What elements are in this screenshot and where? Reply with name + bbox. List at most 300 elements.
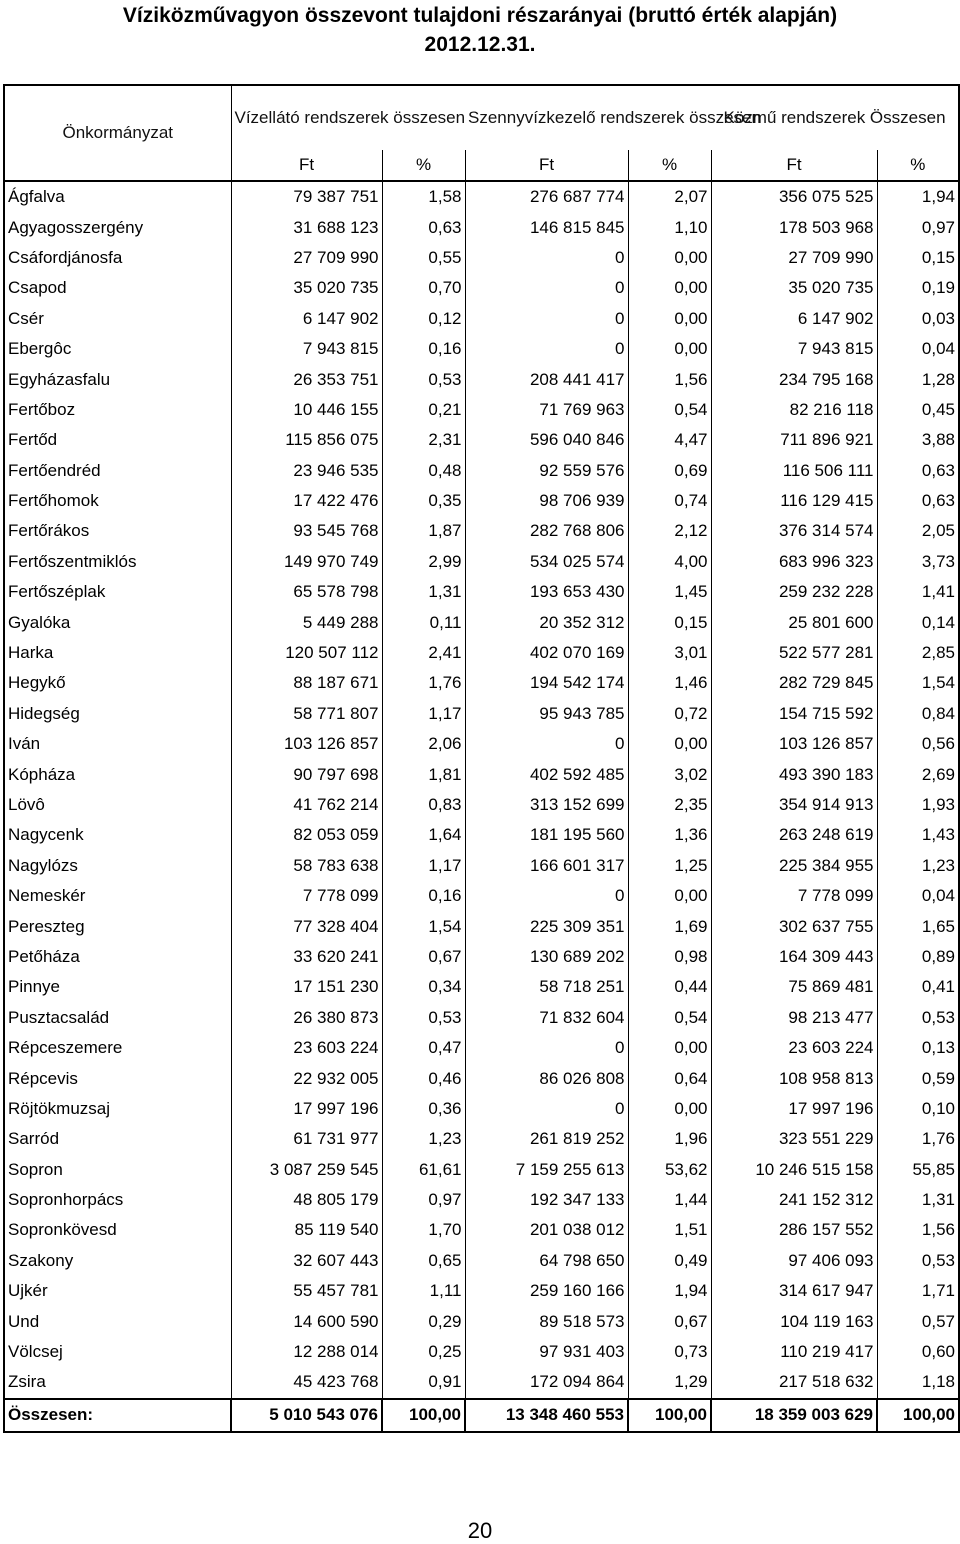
cell-municipality: Csér — [4, 304, 231, 334]
cell-sewage-pct: 0,74 — [628, 486, 711, 516]
cell-municipality: Pereszteg — [4, 911, 231, 941]
cell-utility-pct: 0,03 — [877, 304, 959, 334]
cell-utility-pct: 1,94 — [877, 181, 959, 212]
cell-sewage-ft: 276 687 774 — [465, 181, 628, 212]
cell-municipality: Pusztacsalád — [4, 1003, 231, 1033]
cell-utility-ft: 98 213 477 — [711, 1003, 877, 1033]
table-row — [4, 668, 959, 698]
cell-water-ft: 14 600 590 — [231, 1306, 382, 1336]
cell-sewage-pct: 0,54 — [628, 1003, 711, 1033]
header-water-systems: Vízellátó rendszerek összesen — [231, 85, 465, 150]
cell-sewage-ft: 172 094 864 — [465, 1367, 628, 1398]
cell-municipality: Fertőhomok — [4, 486, 231, 516]
table-row — [4, 638, 959, 668]
cell-sewage-ft: 194 542 174 — [465, 668, 628, 698]
cell-utility-ft: 314 617 947 — [711, 1276, 877, 1306]
cell-water-ft: 88 187 671 — [231, 668, 382, 698]
cell-utility-ft: 286 157 552 — [711, 1215, 877, 1245]
cell-utility-ft: 164 309 443 — [711, 942, 877, 972]
table-row — [4, 1033, 959, 1063]
cell-utility-ft: 302 637 755 — [711, 911, 877, 941]
cell-utility-pct: 0,14 — [877, 607, 959, 637]
table-row — [4, 212, 959, 242]
table-row — [4, 759, 959, 789]
cell-utility-pct: 0,04 — [877, 881, 959, 911]
cell-sewage-ft: 193 653 430 — [465, 577, 628, 607]
cell-water-ft: 41 762 214 — [231, 790, 382, 820]
cell-utility-pct: 2,69 — [877, 759, 959, 789]
cell-sewage-pct: 0,00 — [628, 1033, 711, 1063]
cell-utility-pct: 1,18 — [877, 1367, 959, 1398]
cell-water-ft: 23 603 224 — [231, 1033, 382, 1063]
cell-water-pct: 0,25 — [382, 1337, 465, 1367]
total-water-ft: 5 010 543 076 — [231, 1399, 382, 1432]
cell-sewage-ft: 282 768 806 — [465, 516, 628, 546]
cell-water-pct: 1,17 — [382, 699, 465, 729]
cell-municipality: Egyházasfalu — [4, 364, 231, 394]
cell-sewage-pct: 2,35 — [628, 790, 711, 820]
header-water-pct: % — [382, 150, 465, 181]
cell-water-ft: 10 446 155 — [231, 395, 382, 425]
cell-utility-pct: 1,41 — [877, 577, 959, 607]
cell-sewage-pct: 0,69 — [628, 456, 711, 486]
cell-water-pct: 0,16 — [382, 881, 465, 911]
table-row — [4, 486, 959, 516]
cell-municipality: Ágfalva — [4, 181, 231, 212]
cell-utility-pct: 0,19 — [877, 273, 959, 303]
cell-utility-pct: 0,53 — [877, 1003, 959, 1033]
cell-utility-pct: 1,65 — [877, 911, 959, 941]
cell-sewage-ft: 596 040 846 — [465, 425, 628, 455]
cell-sewage-ft: 181 195 560 — [465, 820, 628, 850]
cell-water-ft: 17 151 230 — [231, 972, 382, 1002]
cell-sewage-pct: 4,00 — [628, 547, 711, 577]
cell-water-pct: 1,23 — [382, 1124, 465, 1154]
cell-utility-ft: 522 577 281 — [711, 638, 877, 668]
table-row — [4, 699, 959, 729]
cell-utility-ft: 17 997 196 — [711, 1094, 877, 1124]
cell-utility-ft: 104 119 163 — [711, 1306, 877, 1336]
cell-utility-ft: 7 943 815 — [711, 334, 877, 364]
table-row — [4, 942, 959, 972]
cell-utility-pct: 0,53 — [877, 1246, 959, 1276]
cell-municipality: Röjtökmuzsaj — [4, 1094, 231, 1124]
cell-municipality: Sopron — [4, 1155, 231, 1185]
cell-sewage-ft: 0 — [465, 881, 628, 911]
cell-utility-pct: 2,05 — [877, 516, 959, 546]
cell-utility-ft: 282 729 845 — [711, 668, 877, 698]
cell-water-pct: 2,31 — [382, 425, 465, 455]
cell-water-ft: 22 932 005 — [231, 1063, 382, 1093]
cell-utility-ft: 110 219 417 — [711, 1337, 877, 1367]
cell-water-pct: 0,47 — [382, 1033, 465, 1063]
cell-utility-pct: 0,41 — [877, 972, 959, 1002]
cell-municipality: Kópháza — [4, 759, 231, 789]
cell-sewage-ft: 95 943 785 — [465, 699, 628, 729]
cell-sewage-ft: 0 — [465, 243, 628, 273]
cell-water-pct: 1,64 — [382, 820, 465, 850]
cell-water-ft: 48 805 179 — [231, 1185, 382, 1215]
table-row — [4, 577, 959, 607]
cell-utility-pct: 1,76 — [877, 1124, 959, 1154]
cell-sewage-ft: 225 309 351 — [465, 911, 628, 941]
cell-sewage-pct: 1,96 — [628, 1124, 711, 1154]
cell-municipality: Hidegség — [4, 699, 231, 729]
cell-sewage-pct: 0,00 — [628, 304, 711, 334]
cell-municipality: Iván — [4, 729, 231, 759]
cell-utility-pct: 0,89 — [877, 942, 959, 972]
cell-water-pct: 0,91 — [382, 1367, 465, 1398]
cell-municipality: Nemeskér — [4, 881, 231, 911]
cell-utility-pct: 0,13 — [877, 1033, 959, 1063]
cell-water-pct: 0,46 — [382, 1063, 465, 1093]
cell-sewage-pct: 1,51 — [628, 1215, 711, 1245]
cell-sewage-pct: 1,69 — [628, 911, 711, 941]
header-utility-ft: Ft — [711, 150, 877, 181]
table-row — [4, 1246, 959, 1276]
cell-sewage-pct: 1,29 — [628, 1367, 711, 1398]
cell-sewage-pct: 3,02 — [628, 759, 711, 789]
cell-water-pct: 0,97 — [382, 1185, 465, 1215]
header-municipality: Önkormányzat — [4, 85, 231, 181]
cell-utility-pct: 0,59 — [877, 1063, 959, 1093]
cell-utility-pct: 1,71 — [877, 1276, 959, 1306]
cell-sewage-pct: 0,54 — [628, 395, 711, 425]
page-number: 20 — [467, 1518, 493, 1543]
cell-water-ft: 27 709 990 — [231, 243, 382, 273]
cell-utility-ft: 7 778 099 — [711, 881, 877, 911]
cell-water-ft: 17 422 476 — [231, 486, 382, 516]
cell-utility-pct: 1,23 — [877, 851, 959, 881]
cell-water-pct: 1,87 — [382, 516, 465, 546]
table-row — [4, 881, 959, 911]
cell-water-ft: 149 970 749 — [231, 547, 382, 577]
cell-water-pct: 1,11 — [382, 1276, 465, 1306]
cell-municipality: Völcsej — [4, 1337, 231, 1367]
cell-water-pct: 1,54 — [382, 911, 465, 941]
cell-municipality: Csapod — [4, 273, 231, 303]
cell-municipality: Und — [4, 1306, 231, 1336]
total-utility-pct: 100,00 — [877, 1399, 959, 1432]
cell-water-pct: 61,61 — [382, 1155, 465, 1185]
header-sewage-ft: Ft — [465, 150, 628, 181]
cell-utility-pct: 0,84 — [877, 699, 959, 729]
cell-utility-pct: 1,43 — [877, 820, 959, 850]
cell-sewage-ft: 534 025 574 — [465, 547, 628, 577]
cell-sewage-pct: 0,00 — [628, 273, 711, 303]
cell-sewage-ft: 64 798 650 — [465, 1246, 628, 1276]
cell-utility-pct: 1,54 — [877, 668, 959, 698]
cell-sewage-ft: 0 — [465, 334, 628, 364]
ownership-table — [3, 84, 960, 1433]
cell-water-ft: 7 778 099 — [231, 881, 382, 911]
cell-water-pct: 0,63 — [382, 212, 465, 242]
cell-utility-ft: 154 715 592 — [711, 699, 877, 729]
table-row — [4, 1276, 959, 1306]
cell-water-pct: 0,65 — [382, 1246, 465, 1276]
cell-sewage-ft: 402 070 169 — [465, 638, 628, 668]
cell-utility-pct: 0,63 — [877, 486, 959, 516]
cell-utility-ft: 225 384 955 — [711, 851, 877, 881]
cell-sewage-pct: 1,46 — [628, 668, 711, 698]
cell-sewage-pct: 0,73 — [628, 1337, 711, 1367]
cell-municipality: Ebergôc — [4, 334, 231, 364]
cell-sewage-ft: 208 441 417 — [465, 364, 628, 394]
cell-utility-pct: 1,28 — [877, 364, 959, 394]
cell-sewage-ft: 20 352 312 — [465, 607, 628, 637]
cell-sewage-ft: 71 832 604 — [465, 1003, 628, 1033]
cell-sewage-ft: 201 038 012 — [465, 1215, 628, 1245]
cell-water-ft: 32 607 443 — [231, 1246, 382, 1276]
cell-sewage-pct: 3,01 — [628, 638, 711, 668]
cell-utility-ft: 711 896 921 — [711, 425, 877, 455]
cell-utility-ft: 354 914 913 — [711, 790, 877, 820]
cell-sewage-ft: 130 689 202 — [465, 942, 628, 972]
cell-sewage-ft: 261 819 252 — [465, 1124, 628, 1154]
cell-utility-ft: 6 147 902 — [711, 304, 877, 334]
cell-water-ft: 120 507 112 — [231, 638, 382, 668]
total-water-pct: 100,00 — [382, 1399, 465, 1432]
cell-utility-pct: 0,04 — [877, 334, 959, 364]
cell-sewage-ft: 259 160 166 — [465, 1276, 628, 1306]
table-row — [4, 820, 959, 850]
cell-municipality: Fertőszentmiklós — [4, 547, 231, 577]
cell-utility-pct: 2,85 — [877, 638, 959, 668]
cell-water-ft: 6 147 902 — [231, 304, 382, 334]
cell-water-ft: 12 288 014 — [231, 1337, 382, 1367]
cell-water-pct: 0,70 — [382, 273, 465, 303]
cell-water-pct: 1,17 — [382, 851, 465, 881]
cell-municipality: Harka — [4, 638, 231, 668]
cell-utility-ft: 103 126 857 — [711, 729, 877, 759]
cell-sewage-ft: 313 152 699 — [465, 790, 628, 820]
cell-utility-ft: 108 958 813 — [711, 1063, 877, 1093]
cell-municipality: Répceszemere — [4, 1033, 231, 1063]
cell-water-ft: 65 578 798 — [231, 577, 382, 607]
cell-utility-ft: 35 020 735 — [711, 273, 877, 303]
cell-water-ft: 55 457 781 — [231, 1276, 382, 1306]
cell-municipality: Pinnye — [4, 972, 231, 1002]
header-sewage-pct: % — [628, 150, 711, 181]
cell-water-ft: 93 545 768 — [231, 516, 382, 546]
cell-water-pct: 0,12 — [382, 304, 465, 334]
cell-sewage-ft: 7 159 255 613 — [465, 1155, 628, 1185]
table-row — [4, 181, 959, 212]
header-utility-systems: Közmű rendszerek Összesen — [711, 85, 959, 150]
cell-water-ft: 77 328 404 — [231, 911, 382, 941]
cell-sewage-pct: 0,00 — [628, 1094, 711, 1124]
cell-water-pct: 0,67 — [382, 942, 465, 972]
cell-municipality: Fertőszéplak — [4, 577, 231, 607]
cell-sewage-pct: 2,12 — [628, 516, 711, 546]
cell-municipality: Hegykő — [4, 668, 231, 698]
cell-utility-ft: 217 518 632 — [711, 1367, 877, 1398]
cell-utility-ft: 82 216 118 — [711, 395, 877, 425]
cell-sewage-ft: 0 — [465, 1094, 628, 1124]
cell-sewage-ft: 146 815 845 — [465, 212, 628, 242]
cell-utility-ft: 259 232 228 — [711, 577, 877, 607]
cell-utility-ft: 116 506 111 — [711, 456, 877, 486]
cell-water-ft: 79 387 751 — [231, 181, 382, 212]
cell-sewage-pct: 0,00 — [628, 243, 711, 273]
cell-water-pct: 0,34 — [382, 972, 465, 1002]
cell-water-ft: 5 449 288 — [231, 607, 382, 637]
cell-sewage-ft: 58 718 251 — [465, 972, 628, 1002]
cell-sewage-pct: 2,07 — [628, 181, 711, 212]
cell-water-pct: 0,53 — [382, 1003, 465, 1033]
cell-municipality: Fertőendréd — [4, 456, 231, 486]
cell-utility-ft: 263 248 619 — [711, 820, 877, 850]
cell-sewage-ft: 0 — [465, 273, 628, 303]
cell-municipality: Gyalóka — [4, 607, 231, 637]
cell-sewage-pct: 1,56 — [628, 364, 711, 394]
cell-water-pct: 1,58 — [382, 181, 465, 212]
cell-sewage-pct: 1,25 — [628, 851, 711, 881]
total-municipality: Összesen: — [4, 1399, 231, 1432]
cell-municipality: Sopronkövesd — [4, 1215, 231, 1245]
cell-water-ft: 26 353 751 — [231, 364, 382, 394]
cell-municipality: Fertőd — [4, 425, 231, 455]
table-row — [4, 790, 959, 820]
table-row — [4, 425, 959, 455]
cell-sewage-ft: 0 — [465, 729, 628, 759]
cell-sewage-ft: 402 592 485 — [465, 759, 628, 789]
cell-utility-ft: 178 503 968 — [711, 212, 877, 242]
cell-utility-ft: 97 406 093 — [711, 1246, 877, 1276]
cell-municipality: Zsira — [4, 1367, 231, 1398]
cell-municipality: Répcevis — [4, 1063, 231, 1093]
table-row — [4, 304, 959, 334]
cell-sewage-pct: 0,44 — [628, 972, 711, 1002]
table-row — [4, 516, 959, 546]
cell-water-ft: 115 856 075 — [231, 425, 382, 455]
cell-municipality: Lövô — [4, 790, 231, 820]
cell-water-pct: 1,76 — [382, 668, 465, 698]
cell-sewage-pct: 53,62 — [628, 1155, 711, 1185]
cell-utility-pct: 0,56 — [877, 729, 959, 759]
table-row — [4, 1124, 959, 1154]
table-row — [4, 851, 959, 881]
total-sewage-ft: 13 348 460 553 — [465, 1399, 628, 1432]
cell-sewage-ft: 86 026 808 — [465, 1063, 628, 1093]
cell-utility-ft: 356 075 525 — [711, 181, 877, 212]
header-water-ft: Ft — [231, 150, 382, 181]
cell-sewage-pct: 0,64 — [628, 1063, 711, 1093]
cell-water-pct: 1,81 — [382, 759, 465, 789]
cell-water-ft: 85 119 540 — [231, 1215, 382, 1245]
cell-sewage-ft: 97 931 403 — [465, 1337, 628, 1367]
cell-utility-ft: 683 996 323 — [711, 547, 877, 577]
table-row — [4, 456, 959, 486]
cell-sewage-ft: 0 — [465, 304, 628, 334]
cell-sewage-pct: 0,72 — [628, 699, 711, 729]
cell-water-ft: 90 797 698 — [231, 759, 382, 789]
header-utility-pct: % — [877, 150, 959, 181]
cell-sewage-pct: 0,00 — [628, 334, 711, 364]
cell-utility-pct: 55,85 — [877, 1155, 959, 1185]
cell-municipality: Nagylózs — [4, 851, 231, 881]
cell-water-ft: 31 688 123 — [231, 212, 382, 242]
table-row — [4, 547, 959, 577]
cell-utility-pct: 0,10 — [877, 1094, 959, 1124]
cell-utility-pct: 1,93 — [877, 790, 959, 820]
cell-municipality: Agyagosszergény — [4, 212, 231, 242]
cell-utility-ft: 376 314 574 — [711, 516, 877, 546]
cell-sewage-ft: 192 347 133 — [465, 1185, 628, 1215]
cell-utility-pct: 3,73 — [877, 547, 959, 577]
cell-water-ft: 26 380 873 — [231, 1003, 382, 1033]
cell-water-ft: 61 731 977 — [231, 1124, 382, 1154]
table-row — [4, 607, 959, 637]
cell-water-ft: 58 783 638 — [231, 851, 382, 881]
cell-utility-ft: 27 709 990 — [711, 243, 877, 273]
table-row — [4, 1367, 959, 1398]
cell-water-ft: 82 053 059 — [231, 820, 382, 850]
cell-water-pct: 0,83 — [382, 790, 465, 820]
cell-utility-pct: 3,88 — [877, 425, 959, 455]
cell-utility-ft: 25 801 600 — [711, 607, 877, 637]
cell-municipality: Csáfordjánosfa — [4, 243, 231, 273]
table-row — [4, 1003, 959, 1033]
table-row — [4, 972, 959, 1002]
cell-utility-pct: 0,57 — [877, 1306, 959, 1336]
document-title: Víziközművagyon összevont tulajdoni részarányai (bruttó érték alapján) — [122, 4, 838, 27]
cell-utility-pct: 0,60 — [877, 1337, 959, 1367]
cell-water-pct: 0,35 — [382, 486, 465, 516]
cell-municipality: Ujkér — [4, 1276, 231, 1306]
document-date: 2012.12.31. — [424, 33, 536, 56]
cell-sewage-pct: 1,10 — [628, 212, 711, 242]
cell-water-pct: 2,06 — [382, 729, 465, 759]
total-utility-ft: 18 359 003 629 — [711, 1399, 877, 1432]
cell-water-ft: 58 771 807 — [231, 699, 382, 729]
cell-sewage-pct: 0,00 — [628, 881, 711, 911]
cell-water-pct: 0,16 — [382, 334, 465, 364]
table-row — [4, 1337, 959, 1367]
cell-sewage-pct: 0,98 — [628, 942, 711, 972]
cell-water-pct: 0,11 — [382, 607, 465, 637]
total-row — [4, 1399, 959, 1432]
header-sewage-systems: Szennyvízkezelő rendszerek összesen — [465, 85, 711, 150]
cell-water-pct: 2,41 — [382, 638, 465, 668]
cell-sewage-pct: 0,00 — [628, 729, 711, 759]
cell-sewage-pct: 0,49 — [628, 1246, 711, 1276]
cell-sewage-ft: 166 601 317 — [465, 851, 628, 881]
table-row — [4, 395, 959, 425]
cell-utility-pct: 0,15 — [877, 243, 959, 273]
cell-water-ft: 103 126 857 — [231, 729, 382, 759]
cell-sewage-pct: 0,15 — [628, 607, 711, 637]
cell-municipality: Szakony — [4, 1246, 231, 1276]
cell-water-ft: 33 620 241 — [231, 942, 382, 972]
cell-water-ft: 17 997 196 — [231, 1094, 382, 1124]
cell-water-pct: 0,21 — [382, 395, 465, 425]
cell-sewage-ft: 89 518 573 — [465, 1306, 628, 1336]
cell-utility-ft: 116 129 415 — [711, 486, 877, 516]
cell-water-pct: 0,53 — [382, 364, 465, 394]
cell-utility-ft: 75 869 481 — [711, 972, 877, 1002]
cell-water-pct: 2,99 — [382, 547, 465, 577]
cell-water-ft: 7 943 815 — [231, 334, 382, 364]
cell-utility-ft: 323 551 229 — [711, 1124, 877, 1154]
table-row — [4, 364, 959, 394]
table-row — [4, 1215, 959, 1245]
table-row — [4, 1306, 959, 1336]
cell-utility-pct: 1,31 — [877, 1185, 959, 1215]
total-sewage-pct: 100,00 — [628, 1399, 711, 1432]
cell-water-pct: 1,31 — [382, 577, 465, 607]
cell-water-pct: 0,55 — [382, 243, 465, 273]
